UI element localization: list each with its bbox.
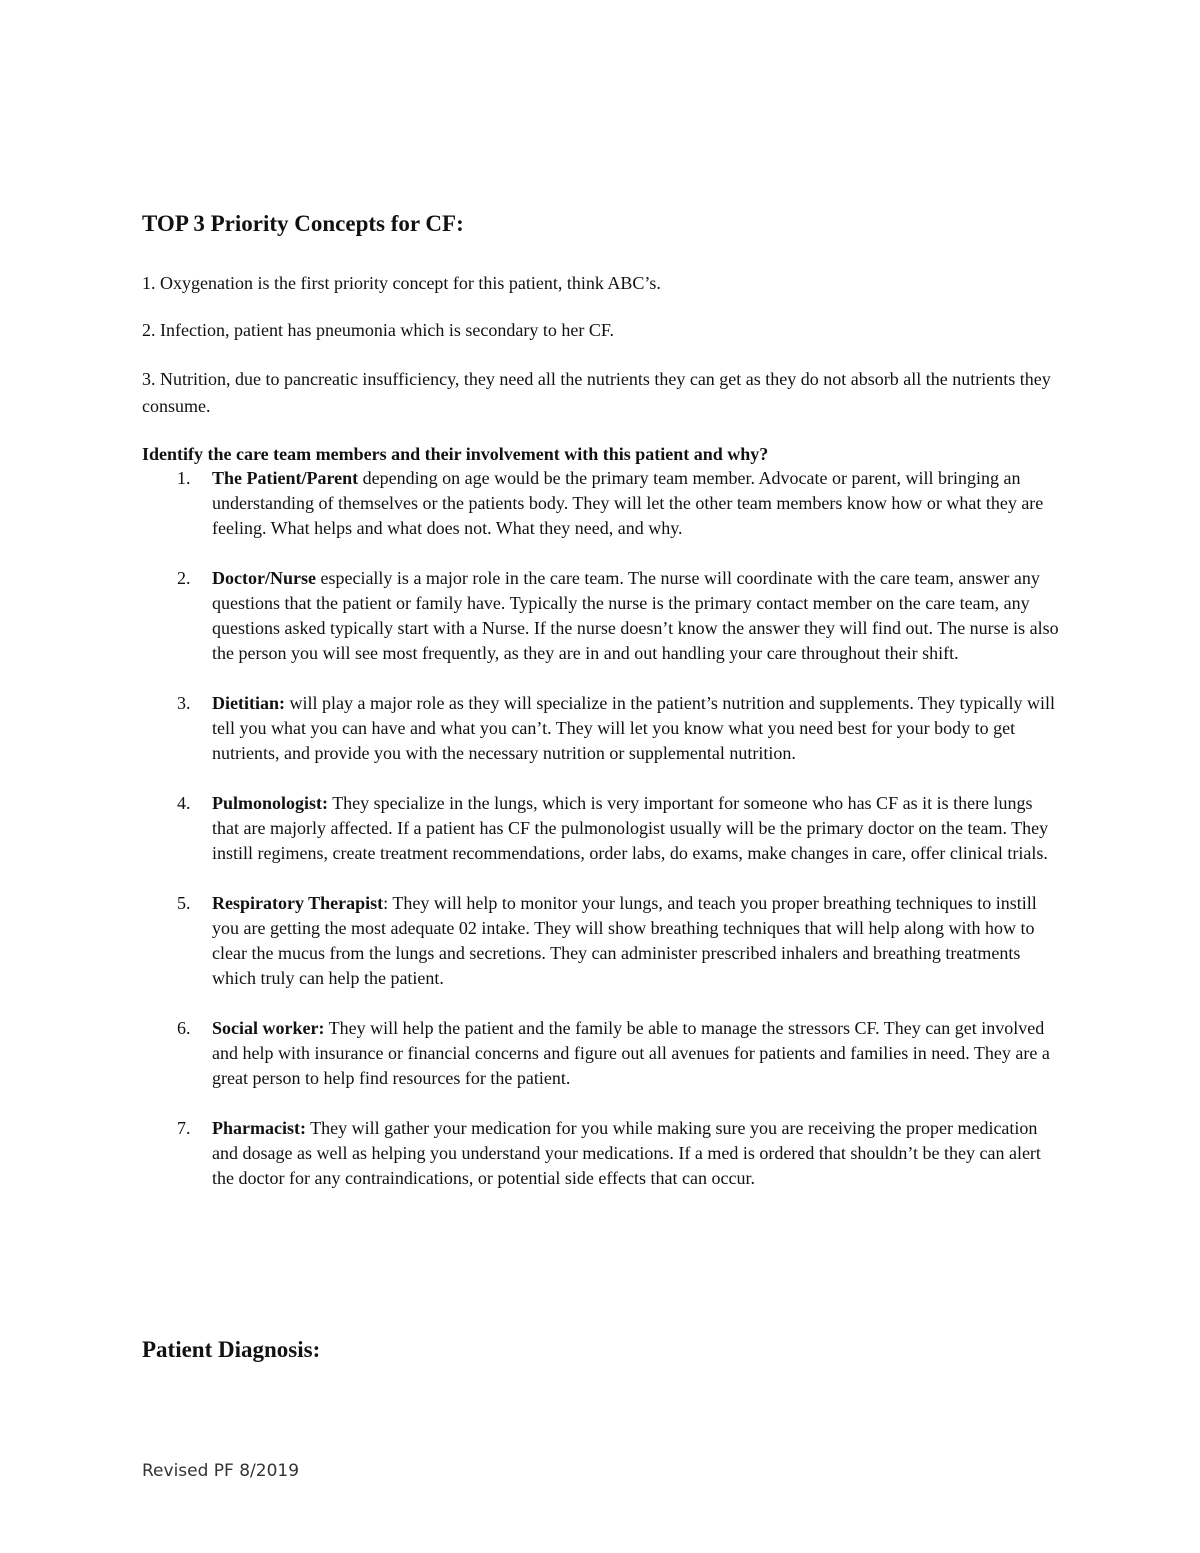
list-number: 3. bbox=[177, 693, 191, 713]
list-number: 4. bbox=[177, 793, 191, 813]
role-label: Pharmacist: bbox=[212, 1118, 306, 1138]
diagnosis-heading: Patient Diagnosis: bbox=[142, 1337, 321, 1362]
role-description: : They will help to monitor your lungs, and teach you proper breathing techniques to instill you are getting the most adequate 02 intake. They will show breathing techniques that will help along with how to clear the mucus from the lungs and secretions. They can administer prescribed inhalers and breathing treatments which truly can help the patient. bbox=[212, 893, 1037, 988]
role-label: Respiratory Therapist bbox=[212, 893, 384, 913]
list-number: 1. bbox=[177, 468, 191, 488]
role-label: Dietitian: bbox=[212, 693, 285, 713]
role-label: Pulmonologist: bbox=[212, 793, 329, 813]
list-number: 2. bbox=[177, 568, 191, 588]
page-title: TOP 3 Priority Concepts for CF: bbox=[142, 211, 464, 236]
list-item-dietitian bbox=[142, 691, 1062, 766]
footer-revision: Revised PF 8/2019 bbox=[142, 1461, 300, 1481]
priority-item-3: 3. Nutrition, due to pancreatic insufficiency, they need all the nutrients they can get as they do not absorb all the nutrients they consume. bbox=[142, 369, 1051, 416]
role-label: Social worker: bbox=[212, 1018, 325, 1038]
care-team-list bbox=[142, 466, 1062, 1216]
role-label: The Patient/Parent bbox=[212, 468, 359, 488]
role-description: especially is a major role in the care team. The nurse will coordinate with the care team, answer any questions that the patient or family have. Typically the nurse is the primary contact member on the care team, any questions asked typically start with a Nurse. If the nurse doesn’t know the answer they will find out. The nurse is also the person you will see most frequently, as they are in and out handling your care throughout their shift. bbox=[212, 568, 1059, 663]
list-number: 6. bbox=[177, 1018, 191, 1038]
list-item-pulmonologist bbox=[142, 791, 1062, 866]
list-item-social-worker bbox=[142, 1016, 1062, 1091]
role-description: They will gather your medication for you while making sure you are receiving the proper medication and dosage as well as helping you understand your medications. If a med is ordered that shouldn’t be they can alert the doctor for any contraindications, or potential side effects that can occur. bbox=[212, 1118, 1041, 1188]
role-description: will play a major role as they will specialize in the patient’s nutrition and supplements. They typically will tell you what you can have and what you can’t. They will let you know what you need best for your body to get nutrients, and provide you with the necessary nutrition or supplemental nutrition. bbox=[212, 693, 1055, 763]
role-description: They will help the patient and the family be able to manage the stressors CF. They can get involved and help with insurance or financial concerns and figure out all avenues for patients and families in need. They are a great person to help find resources for the patient. bbox=[212, 1018, 1050, 1088]
list-number: 7. bbox=[177, 1118, 191, 1138]
list-item-pharmacist bbox=[142, 1116, 1062, 1191]
list-item-patient-parent bbox=[142, 466, 1062, 541]
role-description: depending on age would be the primary team member. Advocate or parent, will bringing an understanding of themselves or the patients body. They will let the other team members know how or what they are feeling. What helps and what does not. What they need, and why. bbox=[212, 468, 1044, 538]
priority-item-2: 2. Infection, patient has pneumonia which is secondary to her CF. bbox=[142, 320, 614, 340]
role-label: Doctor/Nurse bbox=[212, 568, 316, 588]
list-item-respiratory-therapist bbox=[142, 891, 1062, 991]
care-team-question: Identify the care team members and their involvement with this patient and why? bbox=[142, 444, 769, 464]
role-description: They specialize in the lungs, which is very important for someone who has CF as it is there lungs that are majorly affected. If a patient has CF the pulmonologist usually will be the primary doctor on the team. They instill regimens, create treatment recommendations, order labs, do exams, make changes in care, offer clinical trials. bbox=[212, 793, 1049, 863]
list-item-doctor-nurse bbox=[142, 566, 1062, 666]
list-number: 5. bbox=[177, 893, 191, 913]
priority-item-1: 1. Oxygenation is the first priority concept for this patient, think ABC’s. bbox=[142, 273, 661, 293]
